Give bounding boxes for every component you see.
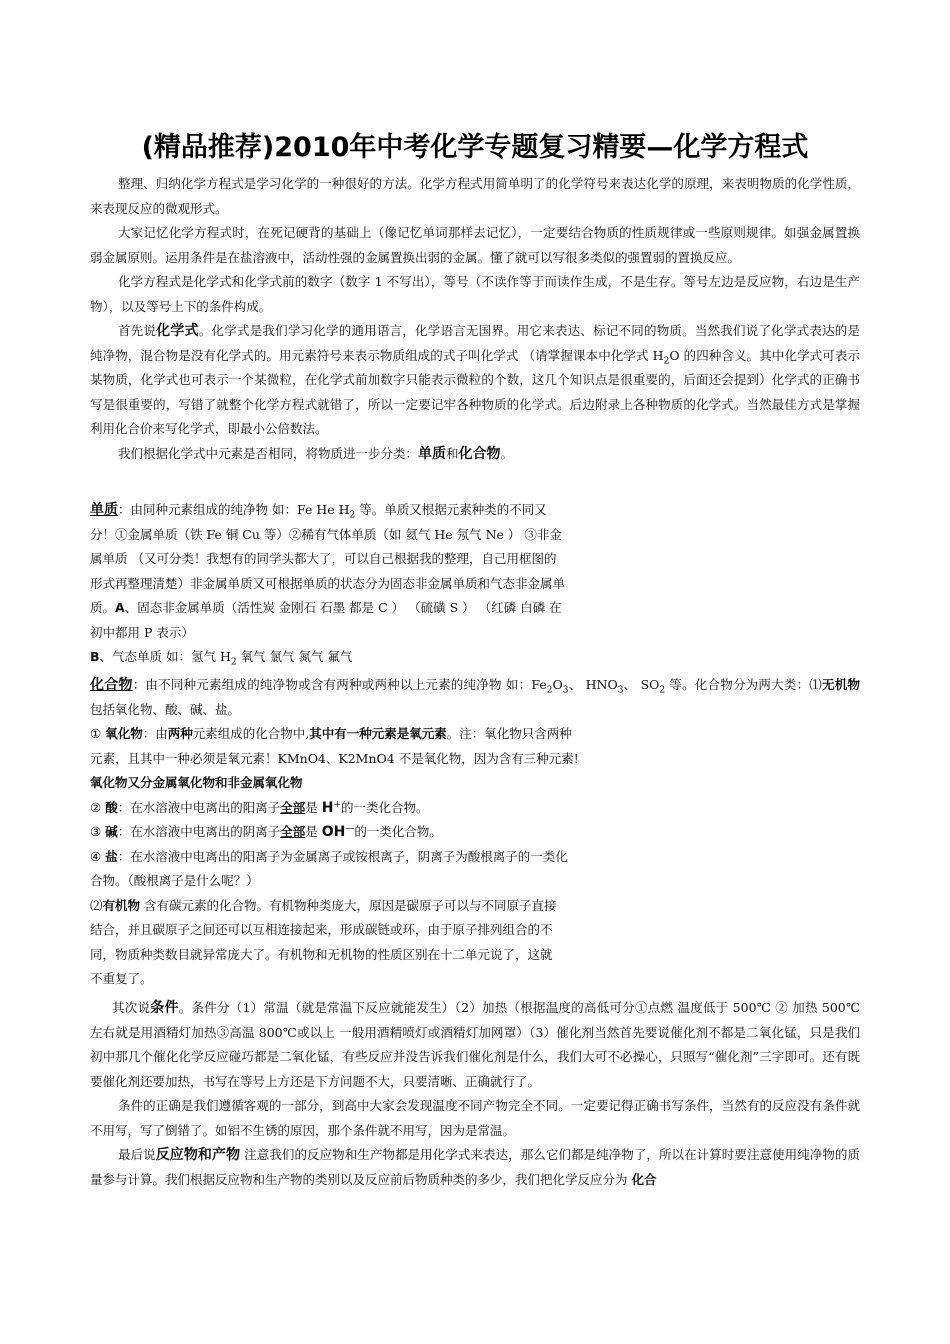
paragraph-chemical-formula: 首先说化学式。化学式是我们学习化学的通用语言，化学语言无国界。用它来表达、标记不同的物质。当然我们说了化学式表达的是纯净物，混合物是没有化学式的。用元素符号来表示物质组成的式子叫化学式 （请掌握课本中化学式 $H_2O$ 的四种含义。其中化学式可表示某物质，化学式也可表示一个某微粒，在化学式前加数字只能表示微粒的个数，这几个知识点是很重要的，后面还会提到）化学式的正确书写是很重要的，写错了就整个化学方程式就错了，所以一定要记牢各种物质的化学式。后边附录上各种物质的化学式。当然最佳方式是掌握利用化合价来写化学式，即最小公倍数法。 bbox=[90, 323, 860, 436]
item-oxide: ① 氧化物：由两种元素组成的化合物中,其中有一种元素是氧元素。注：氧化物只含两种元素，且其中一种必须是氧元素！KMnO4、K2MnO4 不是氧化物，因为含有三种元素!氧化物又分金属氧化物和非金属氧化物 bbox=[90, 726, 579, 790]
paragraph-intro: 整理、归纳化学方程式是学习化学的一种很好的方法。化学方程式用简单明了的化学符号来表达化学的原理，来表明物质的化学性质，来表现反应的微观形式。 bbox=[90, 176, 860, 216]
paragraph-equation-composition: 化学方程式是化学式和化学式前的数字（数字 1 不写出），等号（不读作等于而读作生成，不是生存。等号左边是反应物，右边是生产物），以及等号上下的条件构成。 bbox=[90, 274, 860, 314]
item-organic: ⑵有机物 含有碳元素的化合物。有机物种类庞大，原因是碳原子可以与不同原子直接结合，并且碳原子之间还可以互相连接起来，形成碳链或环，由于原子排列组合的不同，物质种类数目就异常庞大了。有机物和无机物的性质区别在十二单元说了，这就不重复了。 bbox=[90, 897, 557, 986]
keyword-reactants-products: 反应物和产物 bbox=[155, 1147, 241, 1163]
body-bottom bbox=[90, 996, 860, 1192]
section-element-substance: 单质：由同种元素组成的纯净物 如：Fe He $H_2$ 等。单质又根据元素种类的不同又分！①金属单质（铁 Fe 铜 Cu 等）②稀有气体单质（如 氦气 He 氖气 Ne ） ③非金属单质 （又可分类！我想有的同学头都大了，可以自己根据我的整理，自己用框图的形式再整理清楚）非金属单质又可根据单质的状态分为固态非金属单质和气态非金属单质。A、固态非金属单质（活性炭 金刚石 石墨 都是 C ） （硫磺 S ） （红磷 白磷 在初中都用 P 表示） B、气态单质 如：氢气 $H_2$ 氧气 氯气 氮气 氟气 bbox=[90, 502, 566, 668]
paragraph-conditions-2: 条件的正确是我们遵循客观的一部分，到高中大家会发现温度不同产物完全不同。一定要记得正确书写条件，当然有的反应没有条件就不用写，写了倒错了。如铝不生锈的原因，那个条件就不用写，因为是常温。 bbox=[90, 1098, 860, 1138]
keyword-element-substance: 单质 bbox=[90, 502, 118, 518]
section-inorganic bbox=[90, 722, 580, 992]
item-salt: ④ 盐：在水溶液中电离出的阳离子为金属离子或铵根离子，阴离子为酸根离子的一类化合物。（酸根离子是什么呢？） bbox=[90, 848, 568, 888]
page-title: (精品推荐)2010年中考化学专题复习精要—化学方程式 bbox=[141, 132, 809, 163]
paragraph-memory: 大家记忆化学方程式时，在死记硬背的基础上（像记忆单词那样去记忆），一定要结合物质的性质规律或一些原则规律。如强金属置换弱金属原则。运用条件是在盐溶液中，活动性强的金属置换出弱的金属。懂了就可以写很多类似的强置弱的置换反应。 bbox=[90, 225, 860, 265]
keyword-conditions: 条件 bbox=[150, 1000, 179, 1016]
item-base: ③ 碱：在水溶液中电离出的阴离子全部是 OH—的一类化合物。 bbox=[90, 823, 442, 840]
item-acid: ② 酸：在水溶液中电离出的阳离子全部是 H+的一类化合物。 bbox=[90, 799, 429, 816]
section-compound: 化合物：由不同种元素组成的纯净物或含有两种或两种以上元素的纯净物 如：$Fe_2O_3$、 $HNO_3$、 $SO_2$ 等。化合物分为两大类：⑴无机物 包括氧化物、酸、碱、盐。 bbox=[90, 677, 860, 717]
keyword-compound: 化合物 bbox=[90, 677, 133, 693]
paragraph-conditions: 其次说条件。条件分（1）常温（就是常温下反应就能发生）（2）加热（根据温度的高低可分①点燃 温度低于 500℃ ② 加热 500℃ 左右就是用酒精灯加热③高温 800℃或以上 一般用酒精喷灯或酒精灯加网罩）（3）催化剂当然首先要说催化剂不都是二氧化锰，只是我们初中那几个催化化学反应碰巧都是二氧化锰，有些反应并没告诉我们催化剂是什么，我们大可不必操心，只照写“催化剂”三字即可。还有既要催化剂还要加热，书写在等号上方还是下方问题不大，只要清晰、正确就行了。 bbox=[90, 1000, 860, 1089]
paragraph-classification: 我们根据化学式中元素是否相同，将物质进一步分类：单质和化合物。 bbox=[118, 445, 514, 462]
body-top bbox=[90, 172, 860, 466]
paragraph-reactants: 最后说反应物和产物 注意我们的反应物和生产物都是用化学式来表达，那么它们都是纯净物了，所以在计算时要注意使用纯净物的质量参与计算。我们根据反应物和生产物的类别以及反应前后物质种类的多少，我们把化学反应分为 化合 bbox=[90, 1147, 860, 1187]
keyword-chemical-formula: 化学式 bbox=[156, 323, 199, 339]
